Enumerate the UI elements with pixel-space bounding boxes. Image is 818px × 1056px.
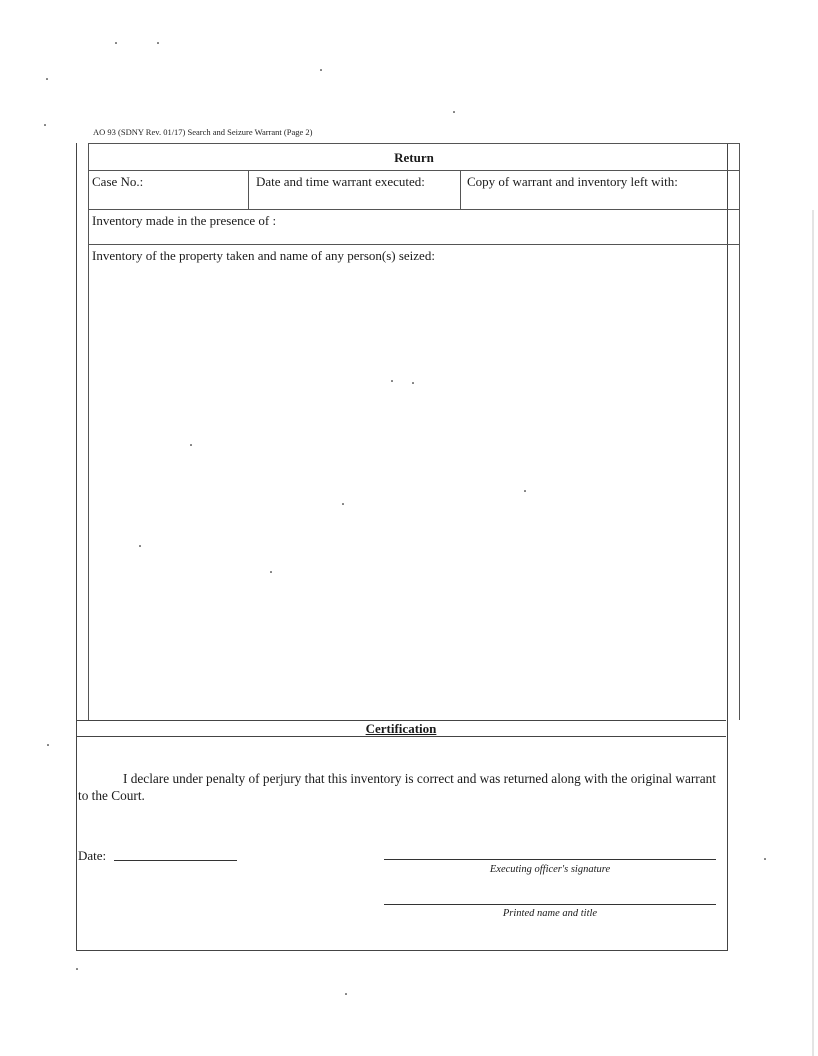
signature-line[interactable] [384, 859, 716, 860]
scan-speck [46, 78, 48, 80]
scan-edge-shadow [812, 210, 814, 1056]
certification-title-text: Certification [365, 721, 437, 736]
copy-left-with-label: Copy of warrant and inventory left with: [467, 174, 678, 189]
scan-speck [412, 382, 414, 384]
scan-speck [524, 490, 526, 492]
inventory-property-label: Inventory of the property taken and name of any person(s) seized: [92, 248, 435, 263]
certification-declaration: I declare under penalty of perjury that this inventory is correct and was returned along with the original warrant to the Court. [78, 771, 716, 803]
date-time-executed-field[interactable] [249, 171, 461, 209]
form-header: AO 93 (SDNY Rev. 01/17) Search and Seizure Warrant (Page 2) [93, 127, 313, 137]
date-label: Date: [78, 848, 107, 863]
signature-caption: Executing officer's signature [489, 864, 611, 875]
scan-speck [320, 69, 322, 71]
scan-speck [115, 42, 117, 44]
scan-speck [47, 744, 49, 746]
printed-name-caption: Printed name and title [502, 908, 598, 919]
scan-speck [270, 571, 272, 573]
inventory-presence-field[interactable] [88, 210, 740, 245]
scan-speck [764, 858, 766, 860]
scan-speck [453, 111, 455, 113]
scan-speck [157, 42, 159, 44]
copy-left-with-field[interactable] [461, 171, 739, 209]
date-time-executed-label: Date and time warrant executed: [256, 174, 425, 189]
date-input-line[interactable] [114, 860, 237, 861]
return-section-title: Return [88, 143, 740, 171]
case-number-field[interactable] [89, 171, 249, 209]
printed-name-line[interactable] [384, 904, 716, 905]
return-info-row [88, 171, 740, 210]
scan-speck [342, 503, 344, 505]
scan-speck [190, 444, 192, 446]
scan-speck [44, 124, 46, 126]
scan-speck [391, 380, 393, 382]
inventory-presence-label: Inventory made in the presence of : [92, 213, 277, 228]
scan-speck [76, 968, 78, 970]
scan-speck [139, 545, 141, 547]
certification-title [76, 721, 726, 736]
inventory-property-field[interactable] [88, 245, 740, 720]
scan-speck [345, 993, 347, 995]
certification-bottom-rule [76, 736, 726, 737]
case-number-label: Case No.: [92, 174, 144, 189]
